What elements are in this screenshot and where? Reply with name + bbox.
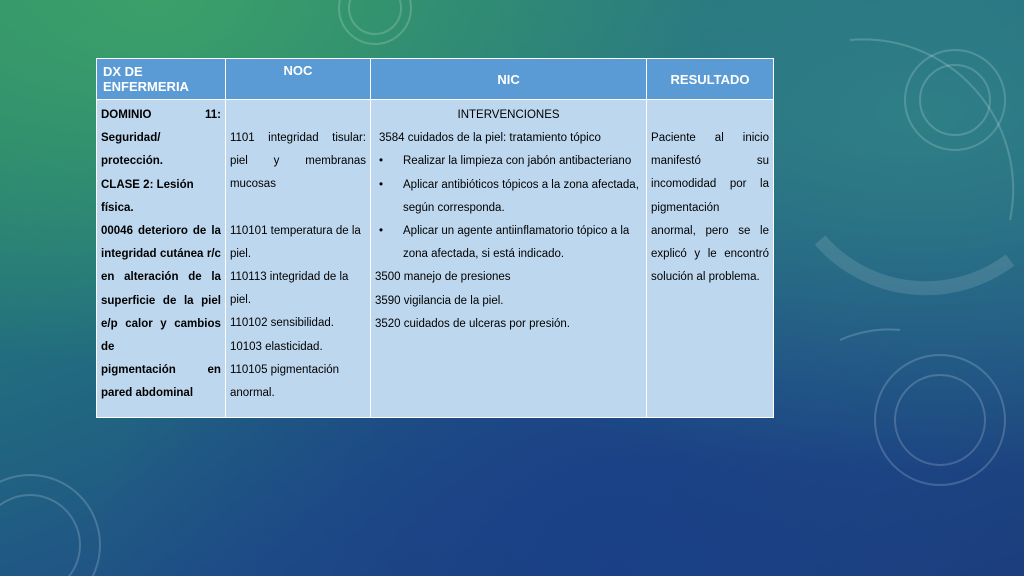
noc-line: 10103 elasticidad. bbox=[229, 340, 323, 353]
dx-line: DOMINIO 11: bbox=[101, 109, 221, 121]
care-plan-table bbox=[96, 58, 774, 418]
noc-line: piel. bbox=[229, 247, 252, 260]
table-row bbox=[97, 100, 774, 418]
noc-cell bbox=[225, 100, 370, 418]
noc-line: 110102 sensibilidad. bbox=[229, 317, 334, 330]
noc-line: 110101 temperatura de la bbox=[229, 224, 361, 237]
resultado-line: pigmentación bbox=[651, 201, 720, 214]
nic-line: 3590 vigilancia de la piel. bbox=[375, 294, 504, 307]
dx-line: 00046 deterioro de la bbox=[101, 225, 221, 238]
noc-line: 110105 pigmentación bbox=[229, 363, 340, 376]
resultado-line: explicó y le encontró bbox=[651, 248, 769, 261]
nic-bullet: • Aplicar un agente antiinflamatorio tópico a la zona afectada, si está indicado. bbox=[403, 220, 642, 266]
noc-line: 1101 integridad tisular: bbox=[229, 132, 366, 144]
resultado-line: solución al problema. bbox=[651, 271, 760, 284]
resultado-line: incomodidad por la bbox=[651, 178, 769, 191]
dx-line: integridad cutánea r/c bbox=[101, 248, 221, 261]
header-noc: NOC bbox=[225, 59, 370, 100]
nic-heading: INTERVENCIONES bbox=[457, 109, 560, 121]
dx-line: en alteración de la bbox=[101, 271, 221, 284]
nic-bullet: • Realizar la limpieza con jabón antibacteriano bbox=[403, 150, 642, 173]
dx-line: Seguridad/ protección. bbox=[101, 132, 163, 168]
dx-line: pigmentación en bbox=[101, 364, 221, 377]
resultado-line: Paciente al inicio bbox=[651, 132, 769, 144]
dx-cell bbox=[97, 100, 226, 418]
nic-line: 3520 cuidados de ulceras por presión. bbox=[375, 317, 570, 330]
noc-spacer bbox=[230, 197, 366, 220]
nic-intro: 3584 cuidados de la piel: tratamiento tópico bbox=[379, 132, 601, 145]
noc-line: piel y membranas bbox=[229, 155, 366, 168]
dx-line: e/p calor y cambios de bbox=[101, 317, 221, 354]
resultado-line: anormal, pero se le bbox=[651, 224, 769, 237]
noc-line: mucosas bbox=[229, 178, 276, 191]
dx-line: pared abdominal bbox=[101, 387, 194, 400]
noc-line: anormal. bbox=[229, 387, 275, 400]
noc-line: piel. bbox=[229, 294, 252, 307]
header-nic: NIC bbox=[371, 59, 647, 100]
resultado-line: manifestó su bbox=[651, 155, 769, 168]
table-header-row bbox=[97, 59, 774, 100]
nic-bullet-list bbox=[375, 150, 642, 266]
resultado-cell bbox=[647, 100, 774, 418]
noc-line: 110113 integridad de la bbox=[229, 271, 349, 284]
nic-bullet: • Aplicar antibióticos tópicos a la zona afectada, según corresponda. bbox=[403, 174, 642, 220]
dx-line: superficie de la piel bbox=[101, 294, 221, 307]
header-dx: DX DE ENFERMERIA bbox=[97, 59, 226, 100]
header-resultado: RESULTADO bbox=[647, 59, 774, 100]
dx-line: CLASE 2: Lesión física. bbox=[101, 178, 194, 214]
nic-cell bbox=[371, 100, 647, 418]
nic-line: 3500 manejo de presiones bbox=[375, 271, 511, 284]
